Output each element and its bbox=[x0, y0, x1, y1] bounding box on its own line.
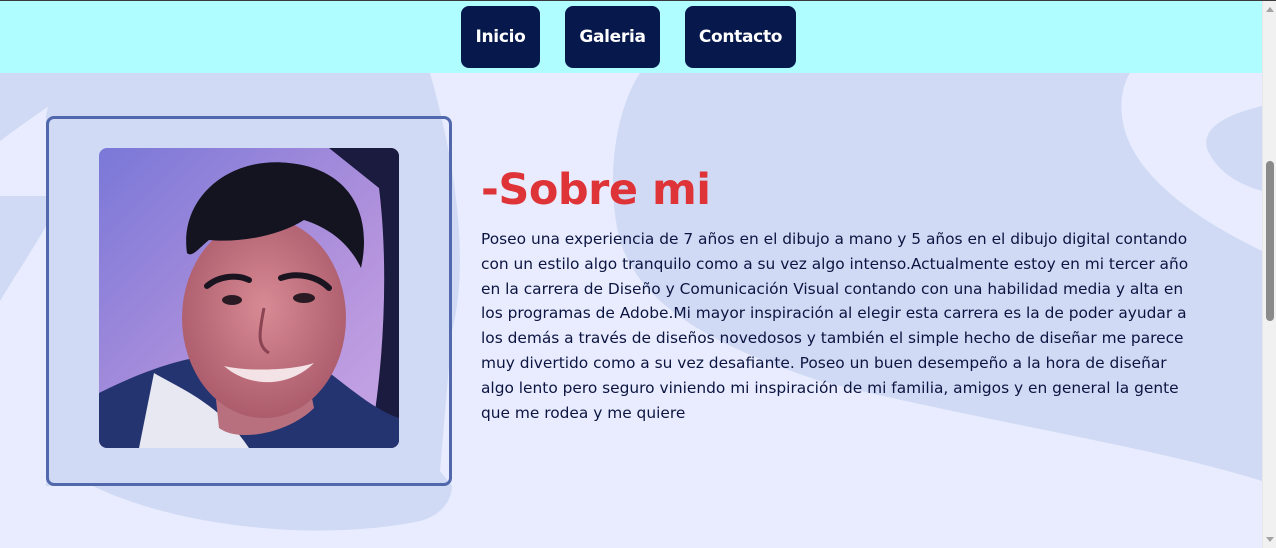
profile-photo bbox=[99, 148, 399, 448]
photo-face bbox=[182, 218, 346, 418]
scrollbar-thumb[interactable] bbox=[1266, 161, 1274, 321]
nav-button-contacto[interactable]: Contacto bbox=[685, 6, 796, 68]
scroll-down-arrow-icon[interactable] bbox=[1266, 537, 1274, 542]
nav-button-galeria[interactable]: Galeria bbox=[565, 6, 660, 68]
scroll-up-arrow-icon[interactable] bbox=[1266, 7, 1274, 12]
page-scrollbar[interactable] bbox=[1262, 1, 1276, 548]
about-paragraph: Poseo una experiencia de 7 años en el dibujo a mano y 5 años en el dibujo digital contando con un estilo algo tranquilo como a su vez algo intenso.Actualmente estoy en mi tercer año en la carrera de Diseño y Comunicación Visual contando con una habilidad media y alta en los programas de Adobe.Mi mayor inspiración al elegir esta carrera es la de poder ayudar a los demás a través de diseños novedosos y también el simple hecho de diseñar me parece muy divertido como a su vez desafiante. Poseo un buen desempeño a la hora de diseñar algo lento pero seguro viniendo mi inspiración de mi familia, amigos y en general la gente que me rodea y me quiere bbox=[481, 230, 1189, 422]
profile-photo-illustration bbox=[99, 148, 399, 448]
nav-button-inicio[interactable]: Inicio bbox=[461, 6, 540, 68]
photo-eye-left bbox=[222, 295, 242, 305]
about-title: -Sobre mi bbox=[481, 165, 711, 215]
photo-eye-right bbox=[293, 293, 315, 303]
top-navbar bbox=[0, 1, 1262, 73]
